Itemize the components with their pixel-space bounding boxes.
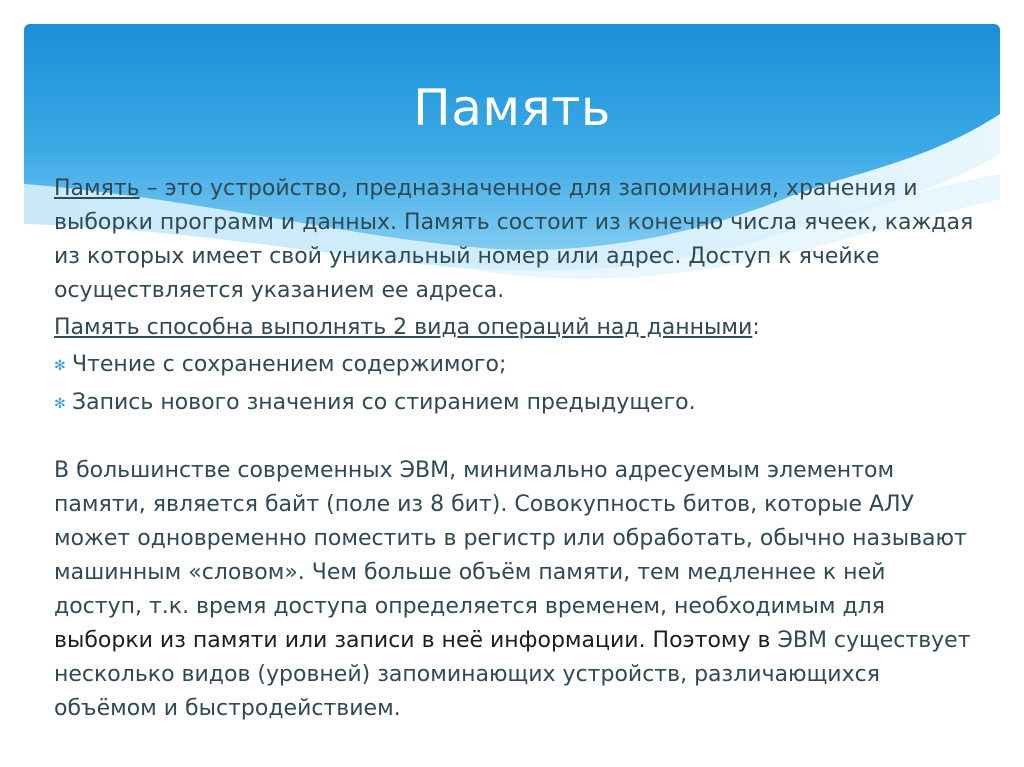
asterisk-bullet-icon: ✻: [54, 358, 66, 374]
operations-lead: [54, 311, 974, 345]
memory-paragraph: [54, 454, 974, 726]
definition-term: Память: [54, 176, 140, 201]
asterisk-bullet-icon: ✻: [54, 396, 66, 412]
definition-paragraph: [54, 172, 974, 308]
operations-lead-text: Память способна выполнять 2 вида операций над данными: [54, 315, 753, 340]
slide-content: [54, 172, 974, 726]
memory-paragraph-part3: ЭВМ существует несколько видов (уровней) запоминающих устройств, различающихся объёмом и быстродействием.: [54, 628, 971, 721]
slide-title: Память: [413, 79, 611, 137]
bullet-item: [54, 386, 974, 421]
operations-colon: :: [752, 315, 760, 340]
slide-panel: [24, 24, 1000, 767]
memory-paragraph-part1: В большинстве современных ЭВМ, минимально адресуемым элементом памяти, является байт (поле из 8 бит). Совокупность битов, которые АЛУ может одновременно поместить в регистр или обработать, обычно называют машинным «словом». Чем больше объём памяти, тем медленнее к ней доступ, т.к. время доступа определяется временем, необходимым для: [54, 458, 967, 619]
bullet-text: Запись нового значения со стиранием предыдущего.: [72, 390, 696, 415]
bullet-text: Чтение с сохранением содержимого;: [72, 352, 507, 377]
definition-text: – это устройство, предназначенное для запоминания, хранения и выборки программ и данных. Память состоит из конечно числа ячеек, каждая из которых имеет свой уникальный номер или адрес. Доступ к ячейке осуществляется указанием ее адреса.: [54, 176, 974, 303]
bullet-item: [54, 348, 974, 383]
memory-paragraph-part2: выборки из памяти или записи в неё информации. Поэтому в: [54, 628, 778, 653]
